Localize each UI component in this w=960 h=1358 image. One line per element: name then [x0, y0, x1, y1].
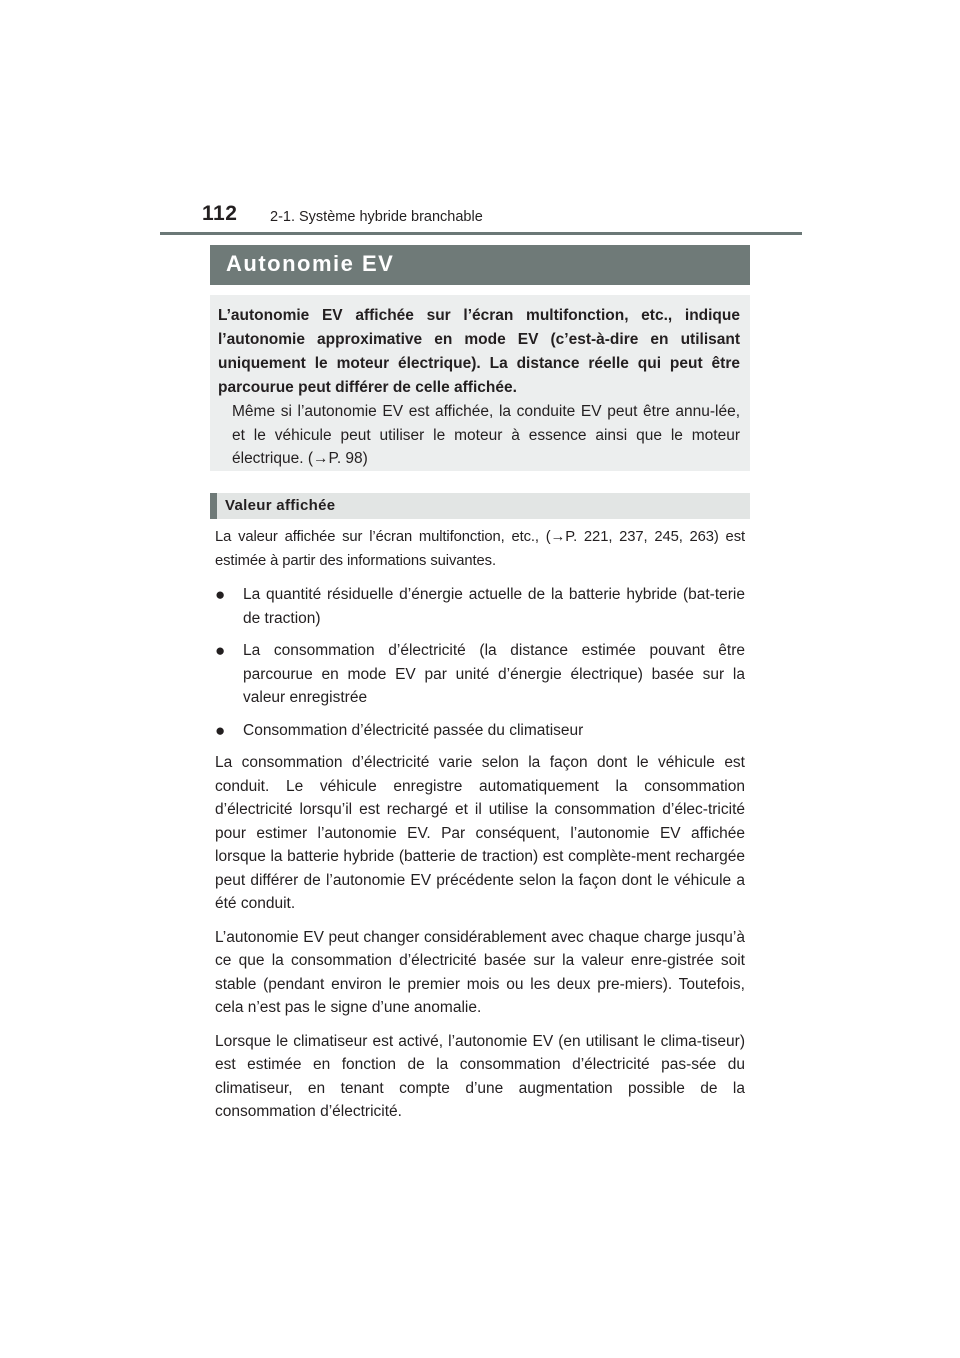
running-head: 2-1. Système hybride branchable	[270, 209, 483, 225]
list-item	[215, 639, 745, 710]
intro-summary: L’autonomie EV affichée sur l’écran multifonction, etc., indique l’autonomie approximative en mode EV (c’est-à-dire en utilisant uniquement le moteur électrique). La distance réelle qui peut être parcourue peut différer de celle affichée.	[218, 307, 740, 396]
bullet-icon: ●	[215, 585, 226, 604]
intro-box	[210, 295, 750, 471]
header-rule	[160, 232, 802, 235]
list-item-text: Consommation d’électricité passée du climatiseur	[243, 721, 584, 739]
bullet-icon: ●	[215, 720, 226, 740]
paragraph-air-conditioning: Lorsque le climatiseur est activé, l’autonomie EV (en utilisant le clima-tiseur) est estimée en fonction de la consommation d’électricité pas-sée du climatiseur, en tenant compte d’une augmentation possible de la consommation d’électricité.	[215, 1032, 745, 1120]
lead-paragraph: La valeur affichée sur l’écran multifonction, etc., (→P. 221, 237, 245, 263) est estimée à partir des informations suivantes.	[215, 529, 745, 569]
subsection-bar	[210, 493, 750, 519]
list-item-text: La consommation d’électricité (la distance estimée pouvant être parcourue en mode EV par unité d’énergie électrique) basée sur la valeur enregistrée	[243, 642, 745, 706]
paragraph-variation: L’autonomie EV peut changer considérablement avec chaque charge jusqu’à ce que la consommation d’électricité basée sur la valeur enre-gistrée soit stable (pendant environ le premier mois ou les deux pre-miers). Toutefois, cela n’est pas le signe d’une anomalie.	[215, 928, 745, 1016]
intro-note: Même si l’autonomie EV est affichée, la conduite EV peut être annu-lée, et le véhicule peut utiliser le moteur à essence ainsi que le moteur électrique. (→P. 98)	[232, 403, 740, 467]
subsection-marker	[210, 493, 217, 519]
bullet-icon: ●	[215, 641, 226, 660]
section-title: Autonomie EV	[226, 251, 395, 276]
page-number: 112	[202, 202, 238, 225]
body-text	[215, 526, 745, 1134]
section-banner	[210, 245, 750, 285]
list-item	[215, 719, 745, 743]
list-item	[215, 583, 745, 630]
subsection-title: Valeur affichée	[225, 497, 336, 514]
paragraph-consumption: La consommation d’électricité varie selon la façon dont le véhicule est conduit. Le véhicule enregistre automatiquement la consommation d’électricité lorsqu’il est rechargé et il utilise la consommation d’élec-tricité pour estimer l’autonomie EV. Par conséquent, l’autonomie EV affichée lorsque la batterie hybride (batterie de traction) est complète-ment rechargée peut différer de l’autonomie EV précédente selon la façon dont le véhicule a été conduit.	[215, 754, 745, 912]
list-item-text: La quantité résiduelle d’énergie actuelle de la batterie hybride (bat-terie de traction)	[243, 586, 745, 627]
